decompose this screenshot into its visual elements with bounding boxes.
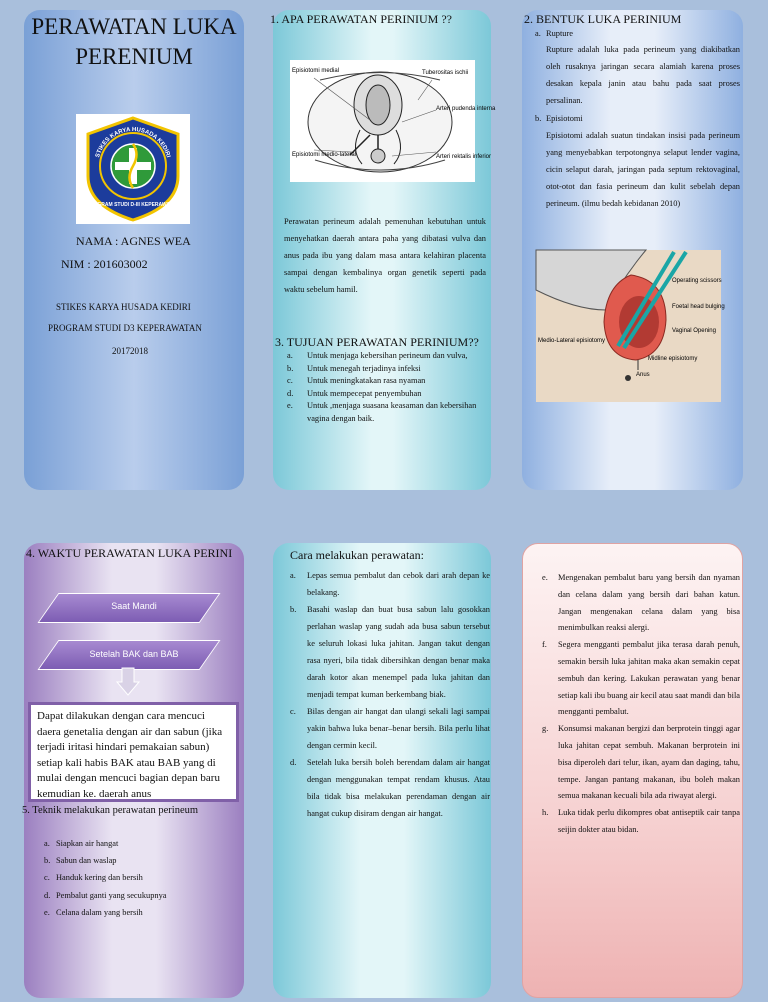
- list-item: [44, 904, 234, 921]
- section2-heading: 2. BENTUK LUKA PERINIUM: [524, 12, 682, 26]
- cover-title-line2: PERENIUM: [75, 44, 193, 69]
- fig-label-medio-lateral: Medio-Lateral episiotomy: [538, 338, 606, 344]
- fig-label-tuberositas: Tuberositas ischii: [422, 70, 469, 76]
- episiotomy-figure: [536, 250, 725, 402]
- section1-heading: 1. APA PERAWATAN PERINIUM ??: [270, 12, 452, 26]
- list-text: Luka tidak perlu dikompres obat antiseptik cair tanpa seijin dokter atau bidan.: [558, 808, 740, 834]
- list-text: Untuk meningkatakan rasa nyaman: [307, 376, 426, 385]
- list-item: [542, 637, 740, 721]
- list-text: Handuk kering dan bersih: [56, 873, 143, 883]
- list-item: [542, 721, 740, 805]
- cover-title: [24, 12, 244, 72]
- logo-bottom-text: PROGRAM STUDI D-III KEPERAWATAN: [86, 202, 180, 208]
- section3-list: [287, 350, 483, 425]
- list-letter: b.: [44, 856, 51, 866]
- list-text: Untuk menegah terjadinya infeksi: [307, 363, 421, 373]
- section2-a-title: a. Rupture: [535, 29, 573, 38]
- list-text: Mengenakan pembalut baru yang bersih dan nyaman dan celana dalam yang bersih dari bahan katun. Jangan mengenakan celana dalam yang bisa menimbulkan reaksi alergi.: [558, 573, 740, 633]
- list-text: Segera mengganti pembalut jika terasa darah penuh, semakin bersih luka jahitan maka akan semakin cepat sembuh dan kering. Lakukan perawatan yang benar setiap kali ibu buang air kecil atau saat mandi dan bila mengganti pembalut.: [558, 640, 740, 717]
- list-letter: a.: [290, 571, 296, 580]
- episiotomi-text: Episiotomi adalah suatun tindakan insisi pada perineum yang menyebabkan terpotongnya selaput lender vagina, cicin selaput darah, jaringan pada septum rektovaginal, otot-otot dan fasia perineum dan kulit sebelah depan perineum. (ilmu bedah kebidanan 2010): [546, 131, 740, 208]
- list-item: [290, 567, 490, 601]
- list-text: Setelah luka bersih boleh berendam dalam air hangat dengan menggunakan tempat rendam khusus. Atau bila tidak bisa melakukan perendaman dengan air hangat cukup disiram dengan air hangat.: [307, 758, 490, 818]
- section4-text-box: Dapat dilakukan dengan cara mencuci daera genetalia dengan air dan sabun (jika terjadi iritasi hindari pemakaian sabun) setiap kali habis BAK atau BAB yang di mulai dengan mencuci bagian depan baru kemudian ke. daerah anus: [28, 702, 239, 802]
- fig-label-arteri-pudenda: Arteri pudenda interna: [436, 106, 496, 112]
- section1-text: Perawatan perineum adalah pemenuhan kebutuhan untuk menyehatkan daerah antara paha yang dibatasi vulva dan anus pada ibu yang dalam masa antara kelahiran placenta sampai dengan kembalinya organ genetik seperti pada waktu sebelum hamil.: [284, 217, 486, 294]
- rupture-text: Rupture adalah luka pada perineum yang diakibatkan oleh rusaknya jaringan secara alamiah karena proses desakan kepala janin atau bahu pada saat proses persalinan.: [546, 45, 740, 105]
- list-letter: b.: [290, 605, 297, 614]
- cover-title-line1: PERAWATAN LUKA: [31, 14, 237, 39]
- list-letter: a.: [44, 839, 50, 848]
- list-text: Untuk ,menjaga suasana keasaman dan kebersihan vagina dengan baik.: [307, 401, 477, 423]
- academic-year: 20172018: [112, 346, 148, 356]
- list-letter: e.: [44, 907, 50, 917]
- list-text: Bilas dengan air hangat dan ulangi sekali lagi sampai yakin bahwa luka benar–benar bersih. Bila perlu lihat dengan cermin kecil.: [307, 707, 490, 750]
- list-item: [290, 754, 490, 822]
- student-name: NAMA : AGNES WEA: [76, 234, 191, 248]
- list-item: [287, 388, 483, 401]
- school-name: STIKES KARYA HUSADA KEDIRI: [56, 302, 191, 312]
- list-item: [44, 835, 234, 852]
- list-text: Pembalut ganti yang secukupnya: [56, 890, 167, 900]
- fig-label-foetal-head: Foetal head bulging: [672, 304, 725, 310]
- student-nim: NIM : 201603002: [61, 257, 148, 271]
- list-letter: c.: [287, 376, 293, 385]
- perineum-anatomy-figure: [290, 60, 496, 182]
- list-letter: c.: [44, 873, 50, 883]
- section4-heading: 4. WAKTU PERAWATAN LUKA PERINI: [26, 546, 233, 560]
- fig-label-episiotomi-medial: Episiotomi medial: [292, 68, 340, 74]
- list-letter: f.: [542, 640, 547, 650]
- program-name: PROGRAM STUDI D3 KEPERAWATAN: [48, 323, 202, 333]
- list-letter: c.: [290, 707, 296, 716]
- cara-list-continued: [542, 570, 740, 839]
- fig-label-midline: Midline episiotomy: [648, 356, 698, 362]
- list-item: [44, 852, 234, 869]
- fig-label-arteri-rektalis: Arteri rektalis inferior: [436, 154, 492, 160]
- list-text: Celana dalam yang bersih: [56, 907, 143, 917]
- list-letter: h.: [542, 808, 549, 818]
- list-text: Siapkan air hangat: [56, 839, 119, 848]
- list-item: [287, 363, 483, 376]
- list-letter: a.: [287, 351, 293, 360]
- section5-heading: 5. Teknik melakukan perawatan perineum: [22, 805, 199, 816]
- list-letter: e.: [542, 573, 548, 582]
- list-text: Konsumsi makanan bergizi dan berprotein tinggi agar luka jahitan cepat sembuh. Makanan berprotein ini bisa diperoleh dari telur, ikan, ayam dan daging, tahu, tempe. Jangan pantang makanan, ibu boleh makan semua makanan kecuali bila ada riwayat alergi.: [558, 724, 740, 801]
- episiotomi-title: Episiotomi: [546, 114, 583, 123]
- list-text: Lepas semua pembalut dan cebok dari arah depan ke belakang.: [307, 571, 490, 597]
- list-item: [287, 400, 483, 425]
- list-text: Basahi waslap dan buat busa sabun lalu gosokkan perlahan waslap yang sudah ada busa sabun tersebut ke seluruh lokasi luka jahitan. Jangan takut dengan rasa nyeri, bila tidak dibersihkan dengan benar maka darah kotor akan menempel pada luka jahitan dan menjadi tempat kuman berkembang biak.: [307, 605, 490, 699]
- section3-heading: 3. TUJUAN PERAWATAN PERINIUM??: [275, 335, 479, 349]
- list-item: [287, 375, 483, 388]
- list-text: Untuk mempecepat penyembuhan: [307, 388, 422, 398]
- list-item: [542, 805, 740, 839]
- down-arrow-icon: [117, 668, 139, 696]
- list-item: [44, 869, 234, 886]
- list-letter: g.: [542, 724, 549, 734]
- list-letter: d.: [44, 890, 51, 900]
- list-letter: e.: [287, 401, 293, 410]
- shape2-label: Setelah BAK dan BAB: [89, 649, 179, 659]
- list-letter: b.: [287, 363, 294, 373]
- rupture-title: Rupture: [546, 29, 573, 38]
- fig-label-anus: Anus: [636, 372, 650, 378]
- list-item: [287, 350, 483, 363]
- section2-b-title: b. Episiotomi: [535, 114, 583, 123]
- logo-top-text: STIKES KARYA HUSADA KEDIRI: [95, 126, 171, 159]
- list-item: [290, 601, 490, 703]
- cara-list: [290, 567, 490, 822]
- list-item: [290, 703, 490, 754]
- list-letter: d.: [287, 388, 294, 398]
- stikes-logo: [76, 114, 190, 224]
- shape1-label: Saat Mandi: [111, 601, 157, 611]
- list-item: [44, 887, 234, 904]
- fig-label-episiotomi-medio: Episiotomi medio-lateral: [292, 152, 357, 158]
- cara-heading: Cara melakukan perawatan:: [290, 548, 424, 562]
- list-text: Untuk menjaga kebersihan perineum dan vulva,: [307, 351, 468, 360]
- fig-label-operating-scissors: Operating scissors: [672, 278, 722, 284]
- list-item: [542, 570, 740, 637]
- fig-label-vaginal-opening: Vaginal Opening: [672, 328, 716, 334]
- cover-panel: [24, 10, 244, 490]
- section5-list: [44, 835, 234, 921]
- list-letter: d.: [290, 758, 297, 767]
- list-text: Sabun dan waslap: [56, 856, 117, 866]
